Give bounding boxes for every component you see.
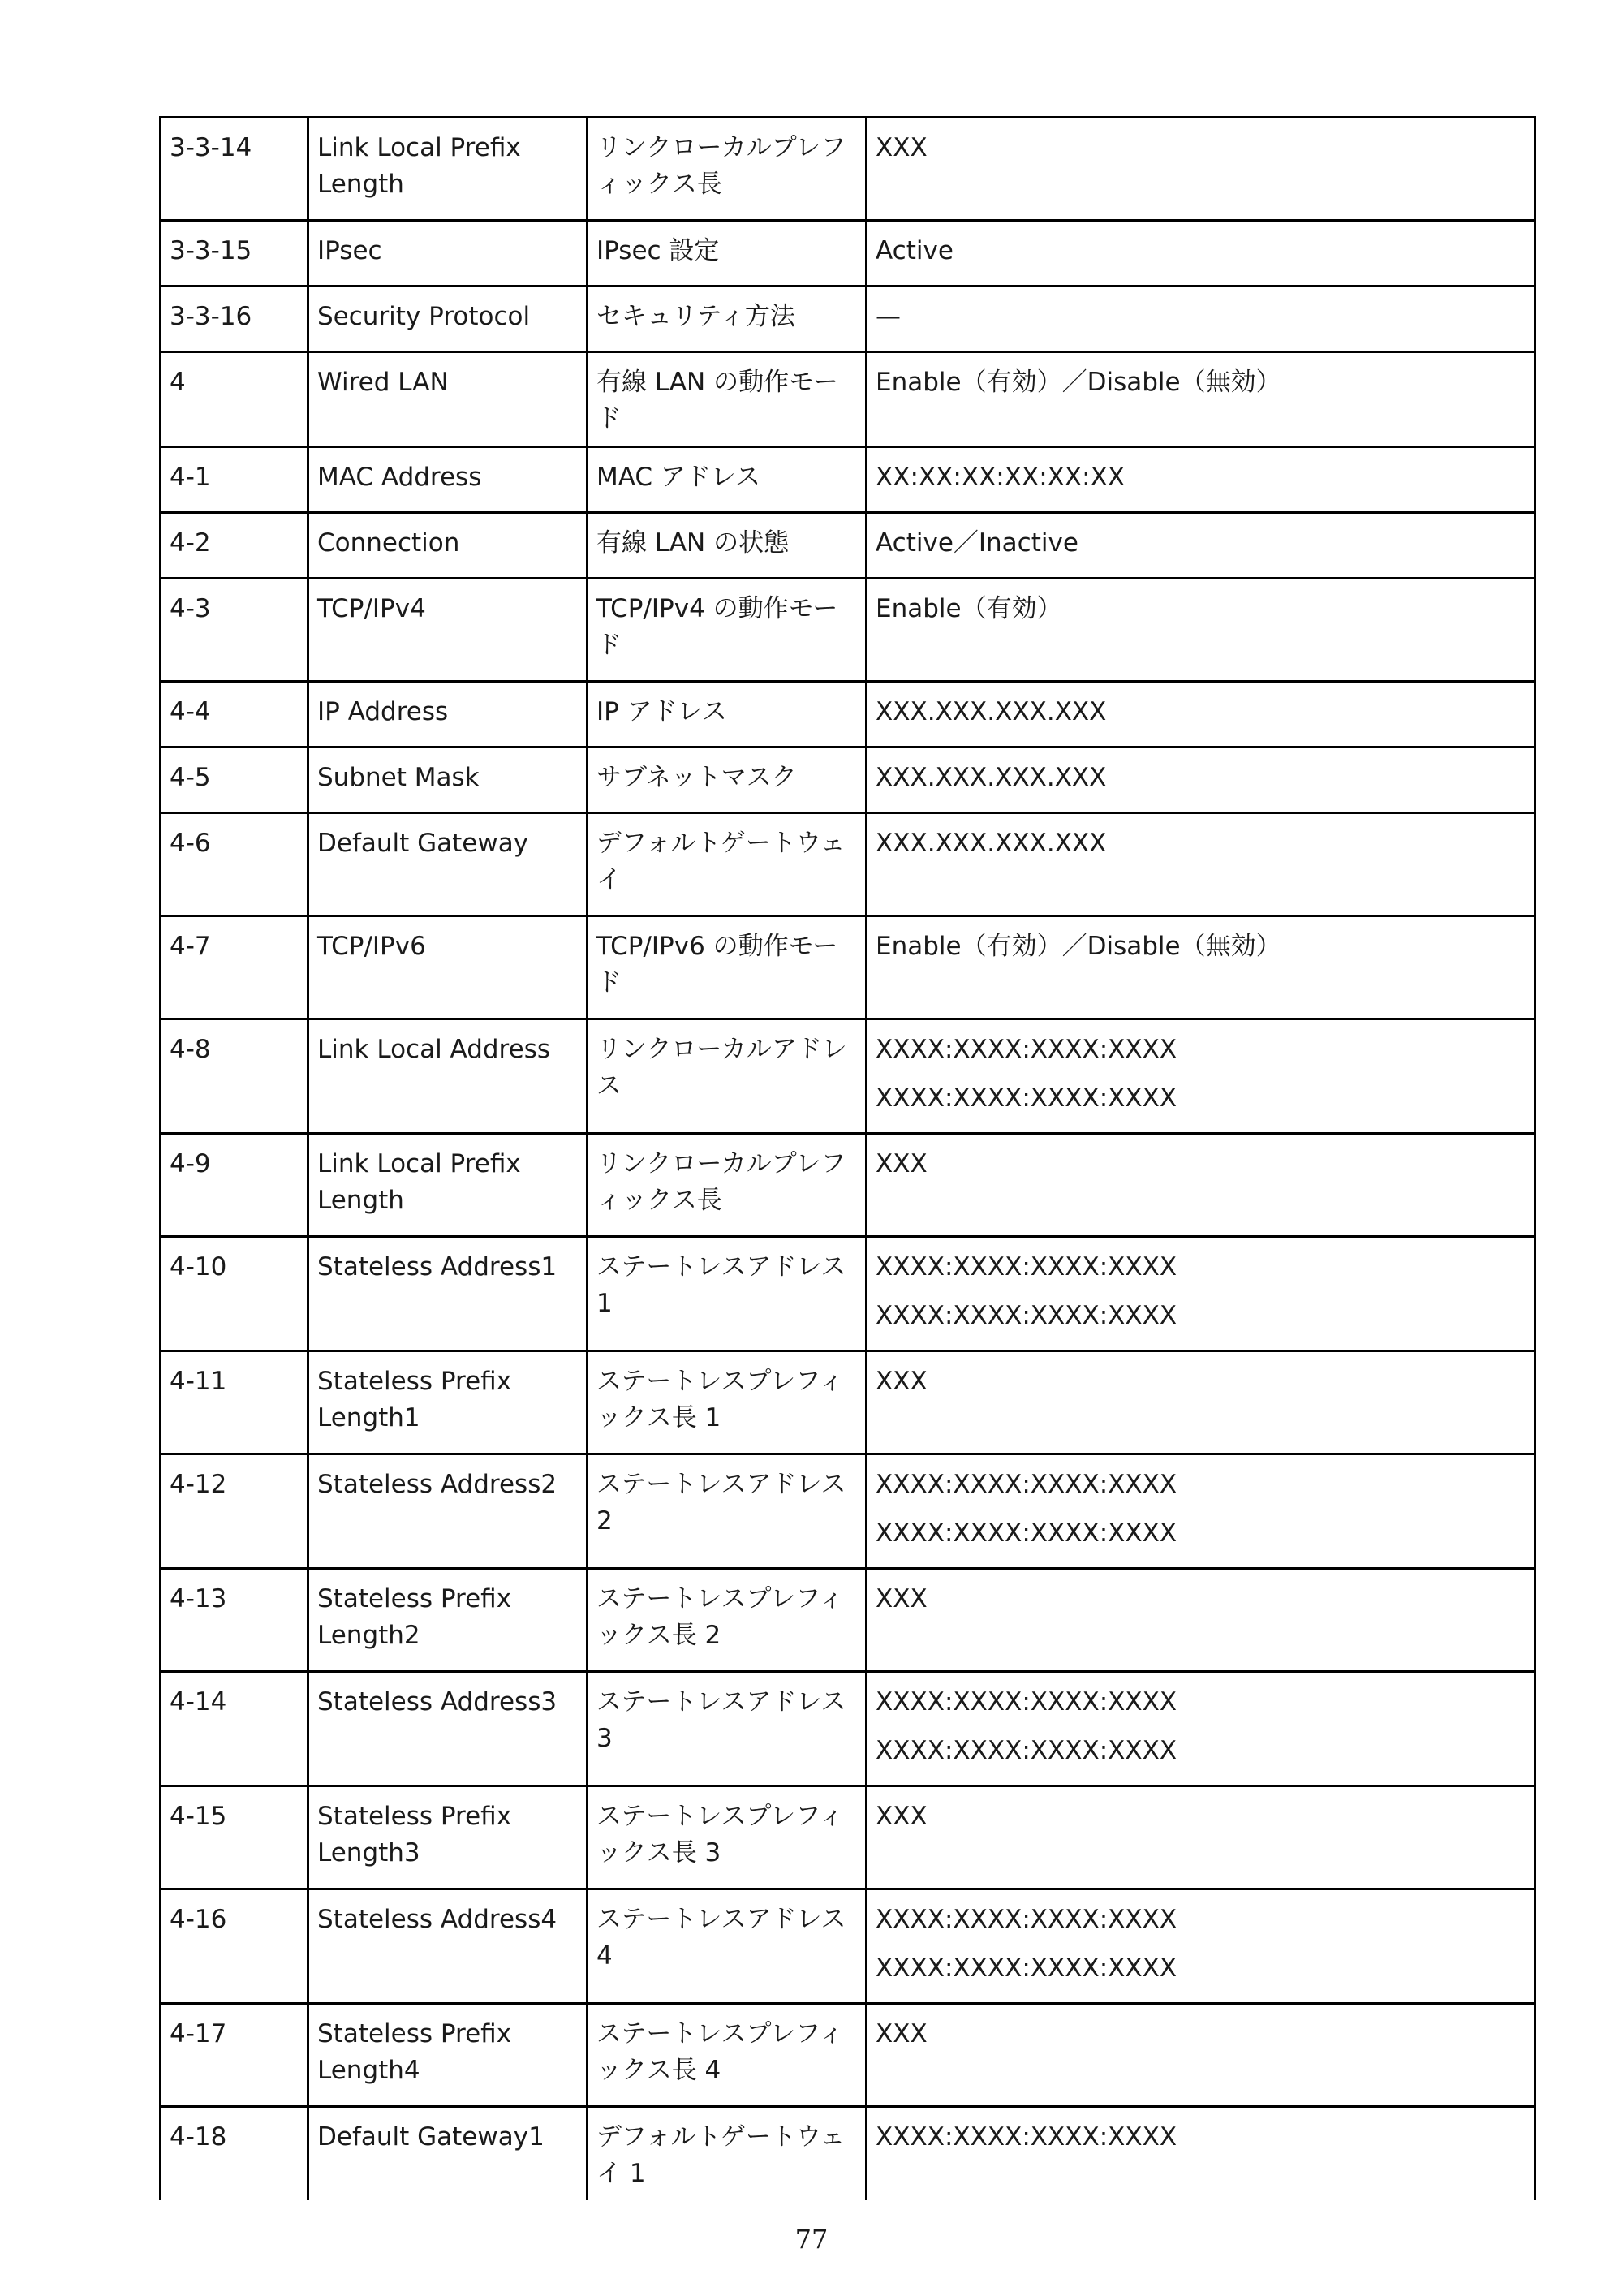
item-number-cell: 4: [161, 352, 308, 447]
setting-value: Enable（有効）: [876, 594, 1062, 623]
setting-value: XXXX:XXXX:XXXX:XXXX: [876, 1301, 1177, 1330]
item-name-ja-cell: セキュリティ方法: [588, 286, 867, 352]
setting-value: XXXX:XXXX:XXXX:XXXX: [876, 1954, 1177, 1983]
table-row: [161, 352, 1535, 447]
item-number-cell: 4-13: [161, 1569, 308, 1672]
item-name-ja-cell: リンクローカルプレフィックス長: [588, 118, 867, 221]
setting-value: XXX: [876, 1367, 928, 1396]
setting-value: Enable（有効）／Disable（無効）: [876, 368, 1281, 397]
setting-value: XXXX:XXXX:XXXX:XXXX: [876, 1035, 1177, 1064]
table-row: [161, 1454, 1535, 1569]
setting-value-cell: [867, 221, 1535, 286]
network-settings-table: [159, 116, 1536, 2200]
item-name-en-cell: Link Local Prefix Length: [308, 118, 588, 221]
item-number-cell: 4-15: [161, 1786, 308, 1889]
item-name-en-cell: Default Gateway1: [308, 2107, 588, 2201]
setting-value-cell: [867, 1672, 1535, 1786]
setting-value: XXXX:XXXX:XXXX:XXXX: [876, 1687, 1177, 1717]
item-name-en-cell: Link Local Prefix Length: [308, 1134, 588, 1237]
setting-value: XXX: [876, 1149, 928, 1178]
setting-value-cell: [867, 1019, 1535, 1134]
item-name-ja-cell: ステートレスアドレス 1: [588, 1237, 867, 1351]
item-name-ja-cell: リンクローカルアドレス: [588, 1019, 867, 1134]
setting-value-cell: [867, 2107, 1535, 2201]
table-row: [161, 118, 1535, 221]
table-row: [161, 1019, 1535, 1134]
setting-value: XXX: [876, 1584, 928, 1613]
setting-value: —: [876, 302, 901, 331]
table-row: [161, 1134, 1535, 1237]
table-row: [161, 813, 1535, 916]
setting-value-cell: [867, 352, 1535, 447]
setting-value-cell: [867, 1569, 1535, 1672]
setting-value: XXX: [876, 133, 928, 162]
setting-value: XXXX:XXXX:XXXX:XXXX: [876, 1470, 1177, 1499]
item-name-en-cell: Stateless Address4: [308, 1889, 588, 2004]
setting-value-cell: [867, 1889, 1535, 2004]
item-name-en-cell: Wired LAN: [308, 352, 588, 447]
item-name-en-cell: MAC Address: [308, 447, 588, 513]
item-name-ja-cell: ステートレスプレフィックス長 4: [588, 2004, 867, 2107]
item-name-en-cell: Stateless Prefix Length1: [308, 1351, 588, 1454]
setting-value-cell: [867, 579, 1535, 682]
item-name-en-cell: Default Gateway: [308, 813, 588, 916]
setting-value: XX:XX:XX:XX:XX:XX: [876, 463, 1126, 492]
item-number-cell: 4-5: [161, 747, 308, 813]
setting-value-cell: [867, 916, 1535, 1019]
item-number-cell: 4-4: [161, 682, 308, 747]
item-name-ja-cell: TCP/IPv4 の動作モード: [588, 579, 867, 682]
item-number-cell: 4-11: [161, 1351, 308, 1454]
table-row: [161, 513, 1535, 579]
table-row: [161, 1786, 1535, 1889]
item-number-cell: 4-14: [161, 1672, 308, 1786]
setting-value: XXXX:XXXX:XXXX:XXXX: [876, 2122, 1177, 2152]
setting-value: XXX.XXX.XXX.XXX: [876, 697, 1107, 726]
setting-value-cell: [867, 2004, 1535, 2107]
setting-value: XXXX:XXXX:XXXX:XXXX: [876, 1252, 1177, 1282]
page-number: 77: [794, 2224, 829, 2255]
item-name-en-cell: Stateless Address3: [308, 1672, 588, 1786]
table-row: [161, 1889, 1535, 2004]
table-row: [161, 221, 1535, 286]
setting-value-cell: [867, 118, 1535, 221]
item-name-en-cell: TCP/IPv4: [308, 579, 588, 682]
item-number-cell: 4-9: [161, 1134, 308, 1237]
table-row: [161, 2004, 1535, 2107]
item-name-ja-cell: 有線 LAN の動作モード: [588, 352, 867, 447]
item-number-cell: 4-2: [161, 513, 308, 579]
item-name-en-cell: Stateless Address2: [308, 1454, 588, 1569]
item-name-ja-cell: ステートレスプレフィックス長 3: [588, 1786, 867, 1889]
table-row: [161, 1351, 1535, 1454]
item-name-en-cell: Stateless Prefix Length2: [308, 1569, 588, 1672]
setting-value: XXX: [876, 1802, 928, 1831]
setting-value: XXX.XXX.XXX.XXX: [876, 763, 1107, 792]
item-number-cell: 4-17: [161, 2004, 308, 2107]
table-body: [161, 118, 1535, 2201]
item-name-ja-cell: ステートレスアドレス 3: [588, 1672, 867, 1786]
item-name-ja-cell: ステートレスプレフィックス長 2: [588, 1569, 867, 1672]
setting-value: XXXX:XXXX:XXXX:XXXX: [876, 1518, 1177, 1548]
setting-value: XXXX:XXXX:XXXX:XXXX: [876, 1736, 1177, 1765]
table-row: [161, 579, 1535, 682]
setting-value-cell: [867, 513, 1535, 579]
setting-value-cell: [867, 747, 1535, 813]
setting-value-cell: [867, 1351, 1535, 1454]
item-name-en-cell: Stateless Address1: [308, 1237, 588, 1351]
item-name-ja-cell: TCP/IPv6 の動作モード: [588, 916, 867, 1019]
item-number-cell: 4-3: [161, 579, 308, 682]
setting-value-cell: [867, 286, 1535, 352]
setting-value: Active: [876, 236, 954, 265]
setting-value: XXX: [876, 2019, 928, 2048]
item-number-cell: 3-3-15: [161, 221, 308, 286]
item-number-cell: 4-12: [161, 1454, 308, 1569]
item-number-cell: 4-16: [161, 1889, 308, 2004]
setting-value-cell: [867, 1454, 1535, 1569]
setting-value: Enable（有効）／Disable（無効）: [876, 932, 1281, 961]
item-number-cell: 4-7: [161, 916, 308, 1019]
item-name-en-cell: Stateless Prefix Length4: [308, 2004, 588, 2107]
setting-value-cell: [867, 447, 1535, 513]
item-number-cell: 4-18: [161, 2107, 308, 2201]
setting-value-cell: [867, 1134, 1535, 1237]
setting-value: XXXX:XXXX:XXXX:XXXX: [876, 1083, 1177, 1113]
item-name-en-cell: TCP/IPv6: [308, 916, 588, 1019]
table-row: [161, 1569, 1535, 1672]
item-name-en-cell: Security Protocol: [308, 286, 588, 352]
item-name-ja-cell: IPsec 設定: [588, 221, 867, 286]
item-name-en-cell: Link Local Address: [308, 1019, 588, 1134]
item-number-cell: 4-10: [161, 1237, 308, 1351]
setting-value: XXXX:XXXX:XXXX:XXXX: [876, 1905, 1177, 1934]
item-name-en-cell: Connection: [308, 513, 588, 579]
item-name-en-cell: IP Address: [308, 682, 588, 747]
table-row: [161, 1237, 1535, 1351]
item-number-cell: 3-3-14: [161, 118, 308, 221]
item-name-ja-cell: 有線 LAN の状態: [588, 513, 867, 579]
table-row: [161, 2107, 1535, 2201]
setting-value: XXX.XXX.XXX.XXX: [876, 829, 1107, 858]
item-name-ja-cell: デフォルトゲートウェイ 1: [588, 2107, 867, 2201]
item-name-en-cell: IPsec: [308, 221, 588, 286]
item-name-ja-cell: IP アドレス: [588, 682, 867, 747]
setting-value-cell: [867, 1237, 1535, 1351]
item-name-ja-cell: ステートレスプレフィックス長 1: [588, 1351, 867, 1454]
item-name-ja-cell: ステートレスアドレス 2: [588, 1454, 867, 1569]
item-number-cell: 3-3-16: [161, 286, 308, 352]
setting-value-cell: [867, 1786, 1535, 1889]
item-name-en-cell: Stateless Prefix Length3: [308, 1786, 588, 1889]
table-row: [161, 682, 1535, 747]
item-name-ja-cell: ステートレスアドレス 4: [588, 1889, 867, 2004]
setting-value: Active／Inactive: [876, 528, 1078, 558]
table-row: [161, 747, 1535, 813]
item-name-en-cell: Subnet Mask: [308, 747, 588, 813]
item-name-ja-cell: デフォルトゲートウェイ: [588, 813, 867, 916]
table-row: [161, 286, 1535, 352]
table-row: [161, 447, 1535, 513]
setting-value-cell: [867, 682, 1535, 747]
table-row: [161, 1672, 1535, 1786]
item-name-ja-cell: リンクローカルプレフィックス長: [588, 1134, 867, 1237]
item-name-ja-cell: MAC アドレス: [588, 447, 867, 513]
setting-value-cell: [867, 813, 1535, 916]
item-name-ja-cell: サブネットマスク: [588, 747, 867, 813]
table-row: [161, 916, 1535, 1019]
item-number-cell: 4-8: [161, 1019, 308, 1134]
item-number-cell: 4-1: [161, 447, 308, 513]
item-number-cell: 4-6: [161, 813, 308, 916]
